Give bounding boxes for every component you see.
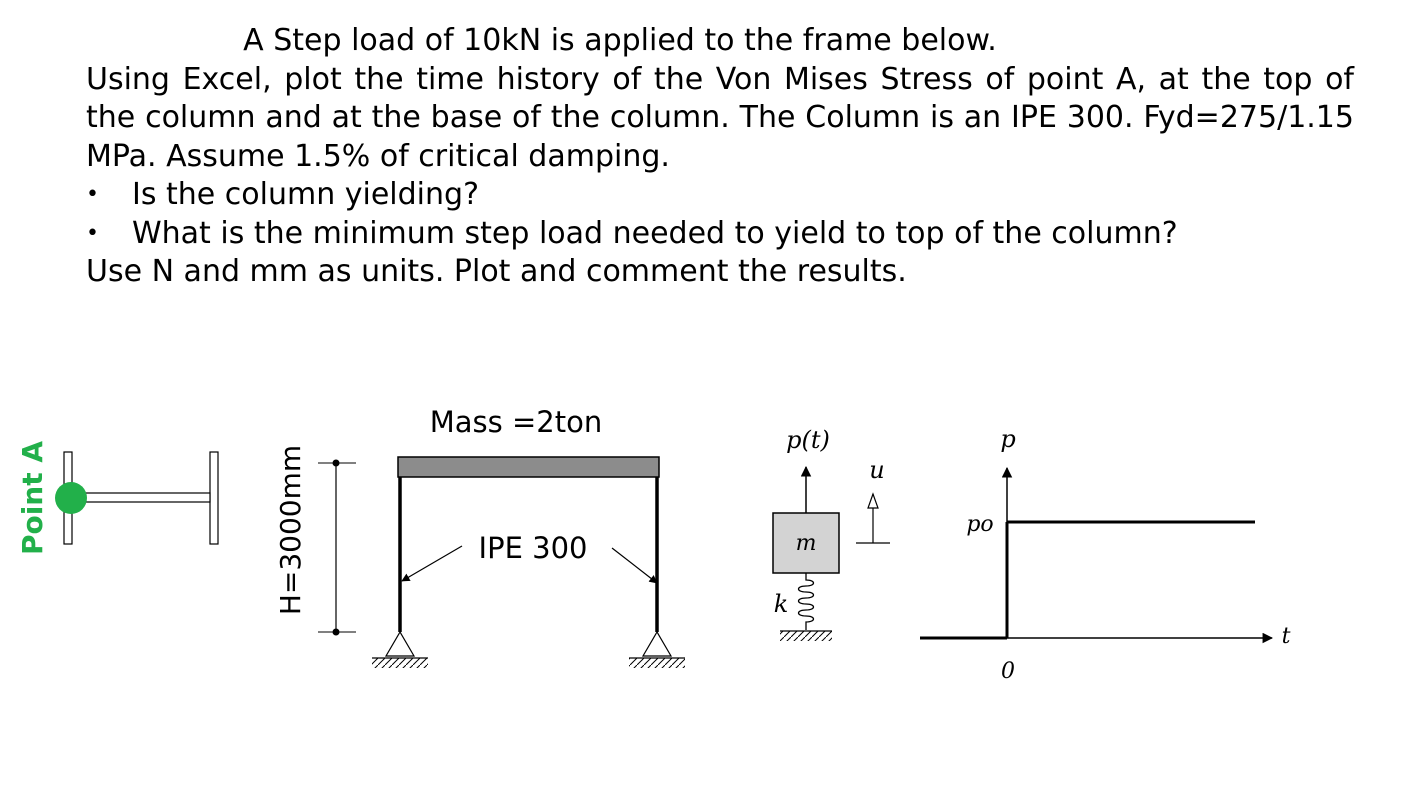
left-pin-support <box>372 632 428 668</box>
load-level-label: po <box>966 512 994 537</box>
point-a-marker <box>55 482 87 514</box>
i-section <box>16 441 218 555</box>
spring <box>799 573 814 630</box>
displacement-arrowhead <box>868 494 878 508</box>
height-dimension-dot-bottom <box>333 629 340 636</box>
member-pointer-right <box>612 548 657 583</box>
spring-label: k <box>773 590 789 618</box>
origin-label: 0 <box>1001 659 1015 684</box>
portal-frame <box>274 405 685 668</box>
problem-closing: Use N and mm as units. Plot and comment the results. <box>86 254 907 289</box>
load-axis-label: p <box>1000 425 1016 453</box>
problem-title: A Step load of 10kN is applied to the frame below. <box>243 23 997 58</box>
height-dimension-dot-top <box>333 460 340 467</box>
point-a-label: Point A <box>16 440 49 556</box>
member-label: IPE 300 <box>478 531 588 565</box>
i-section-web <box>72 493 210 502</box>
mass-label: Mass =2ton <box>429 405 603 439</box>
step-load-plot <box>920 425 1291 684</box>
displacement-label: u <box>869 456 885 484</box>
question-minimum-load: • What is the minimum step load needed to yield to top of the column? <box>86 215 1354 254</box>
i-section-right-flange <box>210 452 218 544</box>
time-axis-label: t <box>1281 624 1291 649</box>
problem-paragraph: Using Excel, plot the time history of the Von Mises Stress of point A, at the top of the column and at the base of the column. The Column is an IPE 300. Fyd=275/1.15 MPa. Assume 1.5% of critical damping. <box>86 61 1354 174</box>
sdof-ground <box>780 631 832 641</box>
mass-block-label: m <box>795 531 817 556</box>
height-label: H=3000mm <box>274 444 307 616</box>
question-yielding: • Is the column yielding? <box>86 176 1354 215</box>
force-label: p(t) <box>786 426 830 454</box>
mass-beam <box>398 457 659 477</box>
sdof-model <box>773 426 890 641</box>
right-pin-support <box>629 632 685 668</box>
member-pointer-left <box>402 546 462 581</box>
